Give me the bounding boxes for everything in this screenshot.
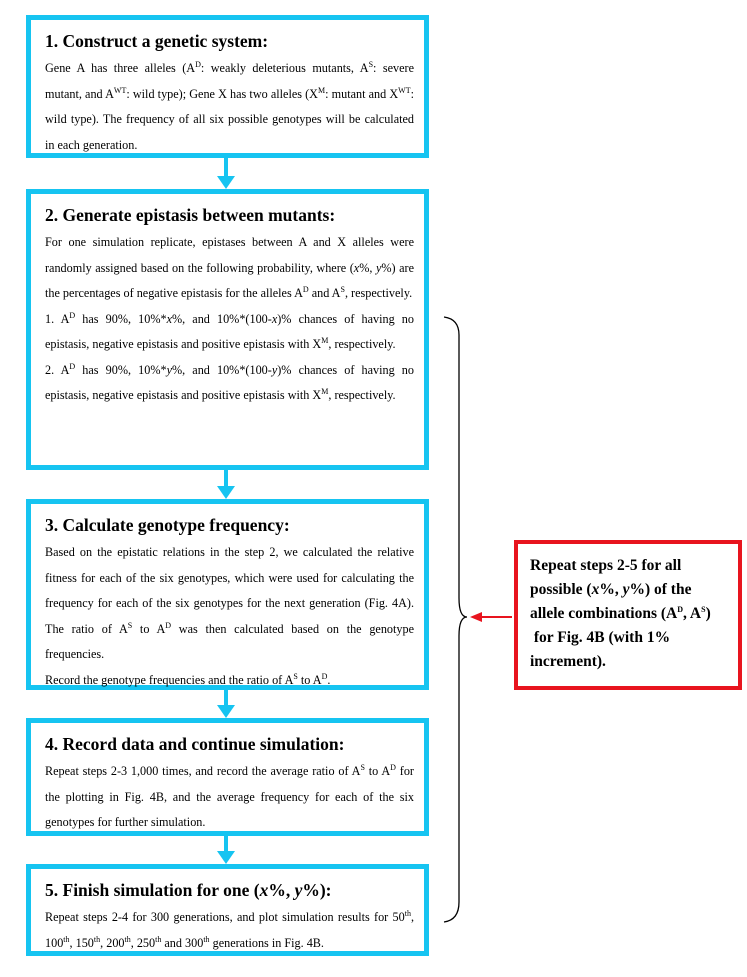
arrowhead-4-5 bbox=[217, 851, 235, 864]
step-4-title: 4. Record data and continue simulation: bbox=[45, 734, 345, 754]
step-2-body bbox=[45, 230, 414, 409]
step-3-box bbox=[26, 499, 429, 690]
repeat-brace bbox=[444, 317, 467, 922]
step-1-title: 1. Construct a genetic system: bbox=[45, 31, 269, 51]
step-5-body bbox=[45, 905, 414, 956]
step-5-title: 5. Finish simulation for one (x%, y%): bbox=[45, 880, 332, 900]
arrowhead-2-3 bbox=[217, 486, 235, 499]
step-3-text: Based on the epistatic relations in the step 2, we calculated the relative fitness for each of the six genotypes, which were used for calculating the frequency for each of the six genotypes for the next generation (Fig. 4A). The ratio of $A^S$ to $A^D$ was then calculated based on the genotype frequencies. bbox=[45, 545, 414, 661]
repeat-note-text: Repeat steps 2-5 for all possible (x%, y%) of the allele combinations ($A^D$, $A^S$) for Fig. 4B (with 1% increment). bbox=[530, 557, 711, 670]
step-1-text: Gene A has three alleles ($A^D$: weakly deleterious mutants, $A^S$: severe mutant, and $A^{WT}$: wild type); Gene X has two alleles ($X^M$: mutant and $X^{WT}$: wild type). The frequency of all six possible genotypes will be calculated in each generation. bbox=[45, 59, 414, 152]
arrowhead-1-2 bbox=[217, 176, 235, 189]
step-3-title: 3. Calculate genotype frequency: bbox=[45, 515, 290, 535]
step-4-box bbox=[26, 718, 429, 836]
step-4-text: Repeat steps 2-3 1,000 times, and record the average ratio of $A^S$ to $A^D$ for the plotting in Fig. 4B, and the average frequency for each of the six genotypes for further simulation. bbox=[45, 762, 414, 829]
step-1-body bbox=[45, 56, 414, 158]
arrowhead-3-4 bbox=[217, 705, 235, 718]
step-1-box bbox=[26, 15, 429, 158]
repeat-arrowhead bbox=[470, 612, 482, 622]
step-2-intro: For one simulation replicate, epistases between A and X alleles were randomly assigned based on the following probability, where (x%, y%) are the percentages of negative epistasis for the alleles $A^D$ and $A^S$, respectively. bbox=[45, 235, 415, 300]
step-4-body bbox=[45, 759, 414, 836]
step-2-box bbox=[26, 189, 429, 470]
step-3-body bbox=[45, 540, 414, 693]
step-2-title: 2. Generate epistasis between mutants: bbox=[45, 205, 336, 225]
step-5-box bbox=[26, 864, 429, 956]
step-3-record: Record the genotype frequencies and the ratio of $A^S$ to $A^D$. bbox=[45, 671, 331, 687]
step-2-item-2: 2. $A^D$ has 90%, 10%*y%, and 10%*(100-y)% chances of having no epistasis, negative epistasis and positive epistasis with $X^M$, respectively. bbox=[45, 361, 414, 402]
step-2-item-1: 1. $A^D$ has 90%, 10%*x%, and 10%*(100-x)% chances of having no epistasis, negative epistasis and positive epistasis with $X^M$, respectively. bbox=[45, 310, 414, 351]
step-5-text: Repeat steps 2-4 for 300 generations, and plot simulation results for 50th, 100th, 150th, 200th, 250th and 300th generations in Fig. 4B. bbox=[45, 908, 414, 950]
repeat-note-box bbox=[514, 540, 742, 690]
